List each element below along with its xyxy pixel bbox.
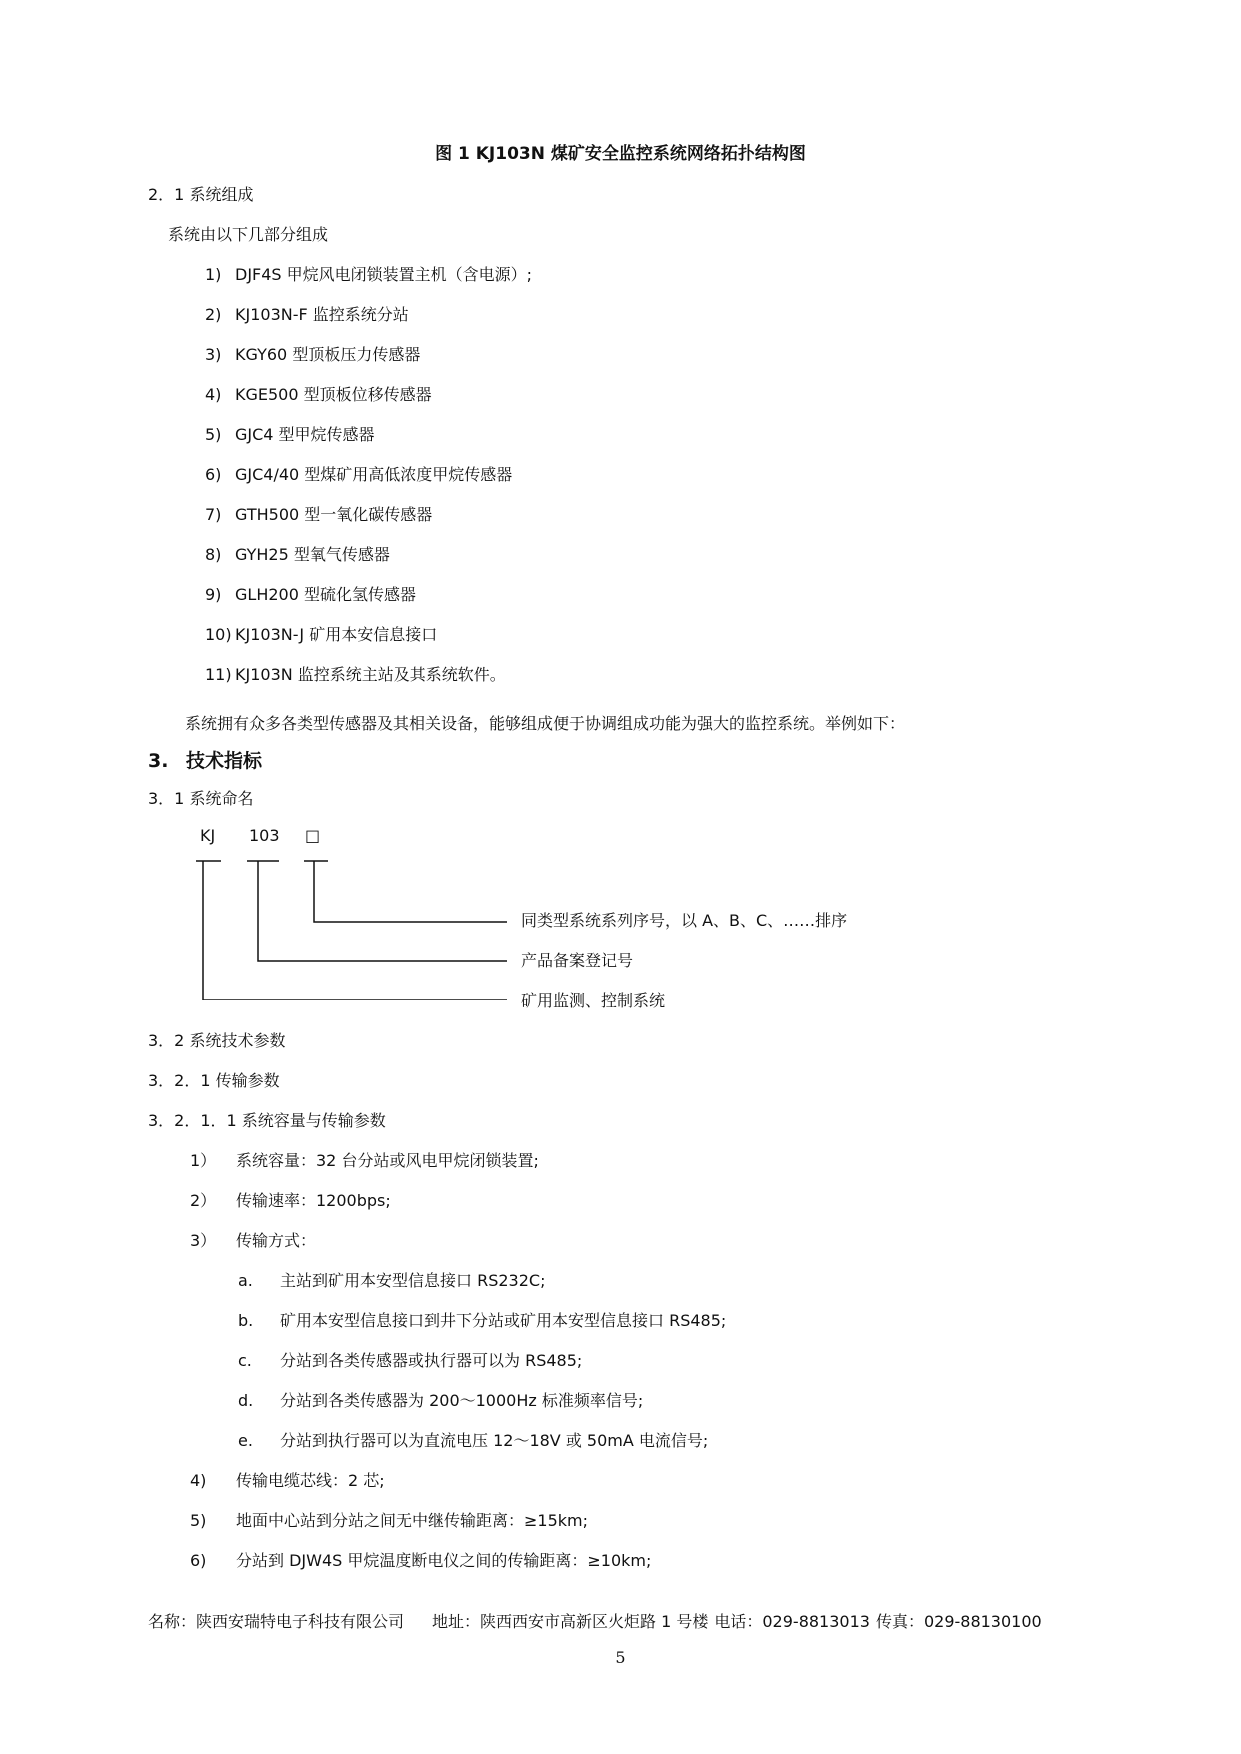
list-item-text: GYH25 型氧气传感器: [235, 545, 390, 564]
list-item-number: 10): [205, 625, 232, 644]
page-footer: [148, 1609, 1048, 1632]
label-registration: 产品备案登记号: [521, 951, 634, 970]
list-item-number: 1）: [190, 1151, 217, 1170]
transmission-heading: 3．2．1 传输参数: [148, 1071, 280, 1090]
capacity-heading: 3．2．1．1 系统容量与传输参数: [148, 1111, 386, 1130]
list-item-number: 1): [205, 265, 222, 284]
list-item-text: GJC4 型甲烷传感器: [235, 425, 375, 444]
list-item-text: KGY60 型顶板压力传感器: [235, 345, 421, 364]
list-item-text: 分站到执行器可以为直流电压 12～18V 或 50mA 电流信号;: [280, 1431, 709, 1450]
list-item-text: KJ103N-J 矿用本安信息接口: [235, 625, 438, 644]
list-item: [190, 1228, 316, 1251]
list-item: [190, 1548, 651, 1571]
section-number: 3.: [148, 750, 169, 772]
list-item-number: 2): [205, 305, 222, 324]
page-number: 5: [615, 1648, 626, 1667]
footer-fax: 传真：029-88130100: [875, 1612, 1042, 1631]
list-item-text: 传输电缆芯线：2 芯;: [236, 1471, 385, 1490]
list-item: [238, 1308, 726, 1331]
list-item-text: 地面中心站到分站之间无中继传输距离：≥15km;: [236, 1511, 589, 1530]
section-title: 技术指标: [186, 750, 263, 772]
list-item-text: GLH200 型硫化氢传感器: [235, 585, 416, 604]
list-item-number: 6): [205, 465, 222, 484]
section-2-1-heading: 2．1 系统组成: [148, 185, 254, 204]
list-item: [190, 1148, 539, 1171]
list-item-text: GTH500 型一氧化碳传感器: [235, 505, 433, 524]
label-system-type: 矿用监测、控制系统: [521, 991, 666, 1010]
list-item-number: 3): [205, 345, 222, 364]
figure-caption: 图 1 KJ103N 煤矿安全监控系统网络拓扑结构图: [435, 144, 806, 164]
list-item-number: 4): [205, 385, 222, 404]
footer-address: 地址：陕西西安市高新区火炬路 1 号楼: [432, 1612, 709, 1631]
list-item: [190, 1188, 391, 1211]
code-part-system-type: KJ: [200, 826, 216, 845]
list-item-letter: a.: [238, 1271, 253, 1290]
list-item-number: 6): [190, 1551, 207, 1570]
list-item-letter: e.: [238, 1431, 253, 1450]
list-item: [238, 1348, 582, 1371]
list-item: [238, 1268, 545, 1291]
list-item-text: KGE500 型顶板位移传感器: [235, 385, 432, 404]
list-item-text: 传输方式：: [236, 1231, 317, 1250]
section-2-1-intro: 系统由以下几部分组成: [168, 225, 329, 244]
list-item-letter: c.: [238, 1351, 252, 1370]
code-part-registration: 103: [249, 826, 280, 845]
list-item: [190, 1508, 588, 1531]
list-item-number: 5): [190, 1511, 207, 1530]
list-item-letter: d.: [238, 1391, 254, 1410]
label-series: 同类型系统系列序号，以 A、B、C、……排序: [521, 911, 848, 930]
list-item-text: 矿用本安型信息接口到井下分站或矿用本安型信息接口 RS485;: [280, 1311, 727, 1330]
list-item-number: 9): [205, 585, 222, 604]
naming-heading: 3．1 系统命名: [148, 789, 254, 808]
list-item-text: 分站到各类传感器为 200～1000Hz 标准频率信号;: [280, 1391, 644, 1410]
list-item-number: 3）: [190, 1231, 217, 1250]
code-part-series: □: [305, 826, 321, 845]
params-heading: 3．2 系统技术参数: [148, 1031, 286, 1050]
list-item-text: 主站到矿用本安型信息接口 RS232C;: [280, 1271, 546, 1290]
list-item-text: 分站到各类传感器或执行器可以为 RS485;: [280, 1351, 583, 1370]
list-item-number: 2）: [190, 1191, 217, 1210]
section-2-1-summary: 系统拥有众多各类型传感器及其相关设备，能够组成便于协调组成功能为强大的监控系统。举例如下：: [185, 714, 906, 733]
list-item-text: KJ103N 监控系统主站及其系统软件。: [235, 665, 506, 684]
list-item-number: 4): [190, 1471, 207, 1490]
list-item-text: KJ103N-F 监控系统分站: [235, 305, 409, 324]
list-item-text: GJC4/40 型煤矿用高低浓度甲烷传感器: [235, 465, 513, 484]
list-item: [190, 1468, 385, 1491]
list-item: [238, 1428, 708, 1451]
footer-phone: 电话：029-8813013: [714, 1612, 870, 1631]
footer-company-name: 名称：陕西安瑞特电子科技有限公司: [148, 1612, 405, 1631]
list-item-text: 分站到 DJW4S 甲烷温度断电仪之间的传输距离：≥10km;: [236, 1551, 652, 1570]
list-item: [238, 1388, 643, 1411]
list-item-number: 8): [205, 545, 222, 564]
list-item-text: 系统容量：32 台分站或风电甲烷闭锁装置;: [236, 1151, 539, 1170]
list-item-text: DJF4S 甲烷风电闭锁装置主机（含电源）;: [235, 265, 533, 284]
list-item-letter: b.: [238, 1311, 254, 1330]
list-item-number: 7): [205, 505, 222, 524]
list-item-number: 5): [205, 425, 222, 444]
list-item-text: 传输速率：1200bps;: [236, 1191, 391, 1210]
list-item-number: 11): [205, 665, 232, 684]
